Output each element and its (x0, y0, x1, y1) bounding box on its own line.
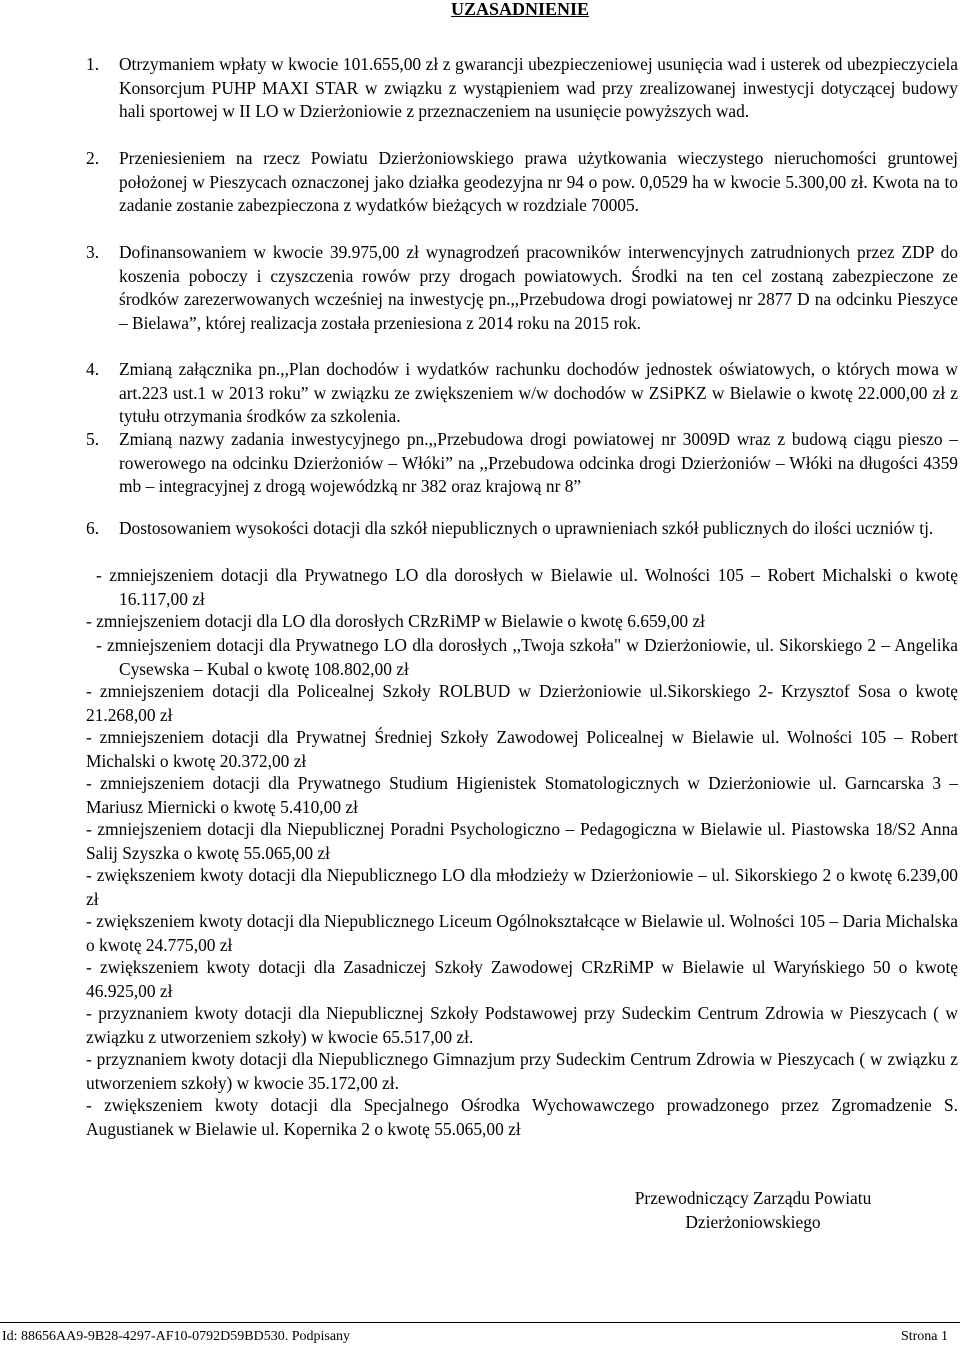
subsidy-item (86, 1048, 958, 1095)
item-text: Zmianą nazwy zadania inwestycyjnego pn.,,Przebudowa drogi powiatowej nr 3009D wraz z budową ciągu pieszo – rowerowego na odcinku Dzierżoniów – Włóki” na ,,Przebudowa odcinka drogi Dzierżoniów – Włóki na długości 4359 mb – integracyjnej z drogą wojewódzką nr 382 oraz krajową nr 8” (119, 429, 958, 496)
subsidy-text: - zwiększeniem kwoty dotacji dla Niepublicznego LO dla młodzieży w Dzierżoniowie – ul. Sikorskiego 2 o kwotę 6.239,00 zł (86, 865, 958, 909)
subsidy-text: - zwiększeniem kwoty dotacji dla Niepublicznego Liceum Ogólnokształcące w Bielawie ul. Wolności 105 – Daria Michalska o kwotę 24.775,00 zł (86, 911, 958, 955)
signature-title: Przewodniczący Zarządu Powiatu (634, 1188, 872, 1208)
document-id: Id: 88656AA9-9B28-4297-AF10-0792D59BD530. Podpisany (2, 1329, 351, 1344)
item-number: 3. (86, 242, 100, 262)
subsidy-text: - przyznaniem kwoty dotacji dla Niepublicznej Szkoły Podstawowej przy Sudeckim Centrum Zdrowia w Pieszycach ( w związku z utworzeniem szkoły) w kwocie 65.517,00 zł. (86, 1003, 958, 1047)
list-item-1 (86, 53, 958, 124)
subsidy-text: - zmniejszeniem dotacji dla Prywatnego Studium Higienistek Stomatologicznych w Dzierżoniowie ul. Garncarska 3 – Mariusz Miernicki o kwotę 5.410,00 zł (86, 773, 958, 817)
subsidy-text: - przyznaniem kwoty dotacji dla Niepublicznego Gimnazjum przy Sudeckim Centrum Zdrowia w Pieszycach ( w związku z utworzeniem szkoły) w kwocie 35.172,00 zł. (86, 1049, 958, 1093)
list-item-3 (86, 241, 958, 335)
list-item-6 (86, 517, 958, 541)
subsidy-text: - zmniejszeniem dotacji dla Policealnej Szkoły ROLBUD w Dzierżoniowie ul.Sikorskiego 2- Krzysztof Sosa o kwotę 21.268,00 zł (86, 681, 958, 725)
subsidy-item (86, 864, 958, 911)
item-number: 1. (86, 54, 100, 74)
item-number: 2. (86, 148, 100, 168)
item-number: 5. (86, 429, 100, 449)
subsidy-text: - zmniejszeniem dotacji dla Prywatnego LO dla dorosłych ,,Twoja szkoła" w Dzierżoniowie, ul. Sikorskiego 2 – Angelika Cysewska – Kubal o kwotę 108.802,00 zł (96, 635, 958, 679)
subsidy-text: - zmniejszeniem dotacji dla Niepublicznej Poradni Psychologiczno – Pedagogiczna w Bielawie ul. Piastowska 18/S2 Anna Salij Szyszka o kwotę 55.065,00 zł (86, 819, 958, 863)
subsidy-item (86, 910, 958, 957)
subsidy-item (86, 818, 958, 865)
document-title: UZASADNIENIE (450, 0, 590, 19)
list-item-5 (86, 428, 958, 499)
item-text: Przeniesieniem na rzecz Powiatu Dzierżoniowskiego prawa użytkowania wieczystego nieruchomości gruntowej położonej w Pieszycach oznaczonej jako działka geodezyjna nr 94 o pow. 0,0529 ha w kwocie 5.300,00 zł. Kwota na to zadanie zostanie zabezpieczona z wydatków bieżących w rozdziale 70005. (119, 148, 958, 215)
subsidy-text: - zmniejszeniem dotacji dla LO dla dorosłych CRzRiMP w Bielawie o kwotę 6.659,00 zł (86, 611, 706, 631)
footer-divider (0, 1322, 960, 1323)
signature-organization: Dzierżoniowskiego (685, 1212, 821, 1232)
item-text: Zmianą załącznika pn.,,Plan dochodów i wydatków rachunku dochodów jednostek oświatowych, o których mowa w art.223 ust.1 w 2013 roku” w związku ze zwiększeniem w/w dochodów w ZSiPKZ w Bielawie o kwotę 22.000,00 zł z tytułu otrzymania środków za szkolenia. (119, 359, 958, 426)
subsidy-item (86, 634, 958, 681)
item-text: Otrzymaniem wpłaty w kwocie 101.655,00 zł z gwarancji ubezpieczeniowej usunięcia wad i usterek od ubezpieczyciela Konsorcjum PUHP MAXI STAR w związku z wystąpieniem wad przy zrealizowanej inwestycji dotyczącej budowy hali sportowej w II LO w Dzierżoniowie z przeznaczeniem na usunięcie powyższych wad. (119, 54, 958, 121)
subsidy-item (86, 726, 958, 773)
subsidy-item (86, 956, 958, 1003)
signature-block (608, 1186, 898, 1234)
subsidy-item (86, 610, 958, 634)
item-number: 4. (86, 359, 100, 379)
subsidy-text: - zmniejszeniem dotacji dla Prywatnej Średniej Szkoły Zawodowej Policealnej w Bielawie ul. Wolności 105 – Robert Michalski o kwotę 20.372,00 zł (86, 727, 958, 771)
list-item-2 (86, 147, 958, 218)
subsidy-item (86, 564, 958, 611)
item-text: Dofinansowaniem w kwocie 39.975,00 zł wynagrodzeń pracowników interwencyjnych zatrudnionych przez ZDP do koszenia poboczy i czyszczenia rowów przy drogach powiatowych. Środki na ten cel zostaną zabezpieczone ze środków zarezerwowanych wcześniej na inwestycję pn.,,Przebudowa drogi powiatowej nr 2877 D na odcinku Pieszyce – Bielawa”, której realizacja została przeniesiona z 2014 roku na 2015 rok. (119, 242, 958, 333)
item-text: Dostosowaniem wysokości dotacji dla szkół niepublicznych o uprawnieniach szkół publicznych do ilości uczniów tj. (119, 518, 934, 538)
list-item-4 (86, 358, 958, 429)
item-number: 6. (86, 518, 100, 538)
subsidy-text: - zwiększeniem kwoty dotacji dla Zasadniczej Szkoły Zawodowej CRzRiMP w Bielawie ul Waryńskiego 50 o kwotę 46.925,00 zł (86, 957, 958, 1001)
subsidy-item (86, 772, 958, 819)
subsidy-item (86, 680, 958, 727)
page-number: Strona 1 (900, 1329, 948, 1344)
subsidy-text: - zmniejszeniem dotacji dla Prywatnego LO dla dorosłych w Bielawie ul. Wolności 105 – Robert Michalski o kwotę 16.117,00 zł (96, 565, 958, 609)
subsidy-text: - zwiększeniem kwoty dotacji dla Specjalnego Ośrodka Wychowawczego prowadzonego przez Zgromadzenie S. Augustianek w Bielawie ul. Kopernika 2 o kwotę 55.065,00 zł (86, 1095, 958, 1139)
subsidy-item (86, 1094, 958, 1141)
subsidy-item (86, 1002, 958, 1049)
